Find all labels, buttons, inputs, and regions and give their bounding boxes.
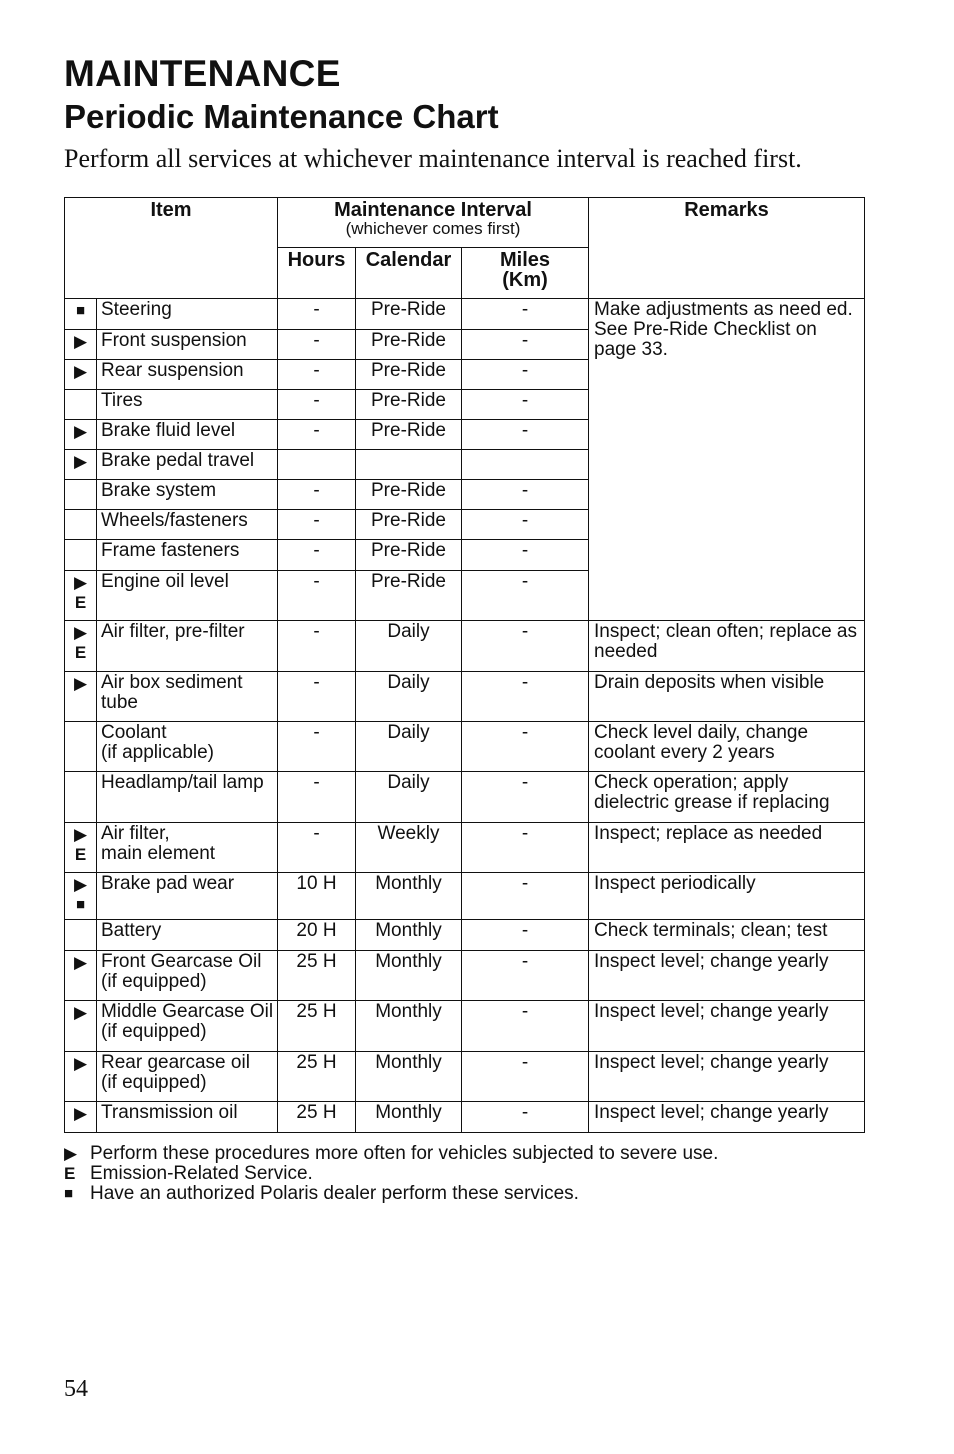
row-symbols bbox=[65, 772, 97, 823]
header-hours: Hours bbox=[278, 248, 356, 299]
chart-title: Periodic Maintenance Chart bbox=[64, 98, 499, 135]
manual-page bbox=[64, 52, 864, 1204]
row-item: Coolant (if applicable) bbox=[97, 722, 278, 772]
row-miles: - bbox=[462, 621, 589, 672]
row-calendar: Daily bbox=[356, 722, 462, 772]
table-row bbox=[65, 621, 865, 672]
row-hours bbox=[278, 450, 356, 480]
row-hours: - bbox=[278, 823, 356, 873]
row-calendar: Monthly bbox=[356, 1001, 462, 1052]
row-remarks: Inspect; clean often; replace as needed bbox=[589, 621, 865, 672]
row-hours: - bbox=[278, 621, 356, 672]
row-item: Tires bbox=[97, 390, 278, 420]
row-item: Brake system bbox=[97, 480, 278, 510]
row-item: Transmission oil bbox=[97, 1102, 278, 1133]
row-miles bbox=[462, 450, 589, 480]
row-calendar: Pre-Ride bbox=[356, 571, 462, 621]
row-hours: - bbox=[278, 672, 356, 722]
row-miles: - bbox=[462, 1102, 589, 1133]
row-symbols bbox=[65, 420, 97, 450]
triangle-icon: ▶ bbox=[73, 422, 88, 441]
legend bbox=[64, 1144, 718, 1204]
header-miles: Miles (Km) bbox=[462, 248, 589, 299]
section-title: MAINTENANCE bbox=[64, 53, 341, 94]
row-symbols bbox=[65, 450, 97, 480]
row-symbols bbox=[65, 823, 97, 873]
row-item: Front Gearcase Oil (if equipped) bbox=[97, 951, 278, 1001]
row-hours: - bbox=[278, 420, 356, 450]
row-remarks: Inspect level; change yearly bbox=[589, 951, 865, 1001]
row-item: Brake pedal travel bbox=[97, 450, 278, 480]
row-remarks: Inspect periodically bbox=[589, 873, 865, 920]
row-calendar: Pre-Ride bbox=[356, 299, 462, 330]
row-symbols bbox=[65, 920, 97, 951]
row-miles: - bbox=[462, 722, 589, 772]
triangle-icon: ▶ bbox=[73, 825, 88, 844]
row-symbols bbox=[65, 873, 97, 920]
header-remarks: Remarks bbox=[589, 198, 865, 299]
row-hours: - bbox=[278, 360, 356, 390]
row-miles: - bbox=[462, 873, 589, 920]
row-remarks: Inspect; replace as needed bbox=[589, 823, 865, 873]
row-remarks: Check terminals; clean; test bbox=[589, 920, 865, 951]
triangle-icon: ▶ bbox=[73, 1003, 88, 1022]
row-item: Air filter, main element bbox=[97, 823, 278, 873]
row-symbols bbox=[65, 330, 97, 360]
row-symbols bbox=[65, 722, 97, 772]
legend-item-severe-use: ▶ Perform these procedures more often for vehicles subjected to severe use. bbox=[64, 1143, 719, 1164]
row-symbols bbox=[65, 540, 97, 571]
row-miles: - bbox=[462, 823, 589, 873]
row-calendar: Monthly bbox=[356, 1102, 462, 1133]
row-miles: - bbox=[462, 390, 589, 420]
row-hours: 25 H bbox=[278, 951, 356, 1001]
row-miles: - bbox=[462, 360, 589, 390]
row-miles: - bbox=[462, 299, 589, 330]
row-item: Middle Gearcase Oil (if equipped) bbox=[97, 1001, 278, 1052]
table-row bbox=[65, 672, 865, 722]
row-miles: - bbox=[462, 672, 589, 722]
row-hours: 25 H bbox=[278, 1052, 356, 1102]
row-item: Air box sediment tube bbox=[97, 672, 278, 722]
emission-icon: E bbox=[74, 593, 87, 612]
triangle-icon: ▶ bbox=[73, 1104, 88, 1123]
triangle-icon: ▶ bbox=[73, 362, 88, 381]
row-remarks: Check level daily, change coolant every 2 years bbox=[589, 722, 865, 772]
row-calendar: Pre-Ride bbox=[356, 390, 462, 420]
row-item: Rear gearcase oil (if equipped) bbox=[97, 1052, 278, 1102]
square-icon: ■ bbox=[64, 1185, 74, 1202]
table-row bbox=[65, 772, 865, 823]
row-hours: - bbox=[278, 722, 356, 772]
triangle-icon: ▶ bbox=[64, 1144, 78, 1163]
preride-remarks: Make adjustments as need ed. See Pre-Ride Checklist on page 33. bbox=[589, 299, 865, 621]
row-miles: - bbox=[462, 571, 589, 621]
row-hours: - bbox=[278, 540, 356, 571]
page-number: 54 bbox=[64, 1376, 88, 1402]
row-calendar: Daily bbox=[356, 772, 462, 823]
row-item: Front suspension bbox=[97, 330, 278, 360]
square-icon: ■ bbox=[75, 302, 86, 319]
row-hours: - bbox=[278, 330, 356, 360]
row-calendar: Pre-Ride bbox=[356, 330, 462, 360]
row-calendar: Pre-Ride bbox=[356, 360, 462, 390]
row-hours: 20 H bbox=[278, 920, 356, 951]
table-row bbox=[65, 1001, 865, 1052]
row-symbols bbox=[65, 951, 97, 1001]
row-hours: 25 H bbox=[278, 1102, 356, 1133]
row-miles: - bbox=[462, 510, 589, 540]
row-miles: - bbox=[462, 420, 589, 450]
row-item: Engine oil level bbox=[97, 571, 278, 621]
triangle-icon: ▶ bbox=[73, 332, 88, 351]
row-miles: - bbox=[462, 480, 589, 510]
table-row bbox=[65, 823, 865, 873]
header-item: Item bbox=[65, 198, 278, 299]
row-miles: - bbox=[462, 1052, 589, 1102]
row-symbols bbox=[65, 1001, 97, 1052]
row-item: Headlamp/tail lamp bbox=[97, 772, 278, 823]
row-symbols bbox=[65, 1052, 97, 1102]
row-miles: - bbox=[462, 951, 589, 1001]
row-calendar: Pre-Ride bbox=[356, 540, 462, 571]
row-symbols bbox=[65, 360, 97, 390]
legend-item-emission: E Emission-Related Service. bbox=[64, 1163, 313, 1184]
table-row bbox=[65, 873, 865, 920]
table-row bbox=[65, 920, 865, 951]
triangle-icon: ▶ bbox=[73, 623, 88, 642]
row-miles: - bbox=[462, 540, 589, 571]
row-item: Wheels/fasteners bbox=[97, 510, 278, 540]
row-symbols bbox=[65, 299, 97, 330]
row-item: Battery bbox=[97, 920, 278, 951]
row-item: Brake fluid level bbox=[97, 420, 278, 450]
triangle-icon: ▶ bbox=[73, 674, 88, 693]
row-item: Steering bbox=[97, 299, 278, 330]
row-miles: - bbox=[462, 920, 589, 951]
row-calendar: Pre-Ride bbox=[356, 510, 462, 540]
row-item: Air filter, pre-filter bbox=[97, 621, 278, 672]
row-symbols bbox=[65, 390, 97, 420]
table-row bbox=[65, 1102, 865, 1133]
square-icon: ■ bbox=[75, 896, 86, 913]
row-remarks: Check operation; apply dielectric grease if replacing bbox=[589, 772, 865, 823]
row-hours: - bbox=[278, 299, 356, 330]
row-calendar: Daily bbox=[356, 621, 462, 672]
row-symbols bbox=[65, 621, 97, 672]
row-calendar: Monthly bbox=[356, 1052, 462, 1102]
header-maintenance-interval: Maintenance Interval (whichever comes first) bbox=[278, 198, 589, 248]
row-remarks: Inspect level; change yearly bbox=[589, 1001, 865, 1052]
row-calendar: Monthly bbox=[356, 920, 462, 951]
emission-icon: E bbox=[74, 643, 87, 662]
row-symbols bbox=[65, 510, 97, 540]
row-remarks: Inspect level; change yearly bbox=[589, 1102, 865, 1133]
row-calendar: Pre-Ride bbox=[356, 480, 462, 510]
table-row bbox=[65, 722, 865, 772]
triangle-icon: ▶ bbox=[73, 573, 88, 592]
row-calendar: Pre-Ride bbox=[356, 420, 462, 450]
maintenance-table bbox=[64, 197, 865, 1133]
row-miles: - bbox=[462, 330, 589, 360]
triangle-icon: ▶ bbox=[73, 875, 88, 894]
table-row bbox=[65, 951, 865, 1001]
row-hours: - bbox=[278, 480, 356, 510]
row-remarks: Drain deposits when visible bbox=[589, 672, 865, 722]
row-hours: 10 H bbox=[278, 873, 356, 920]
legend-item-dealer: ■ Have an authorized Polaris dealer perform these services. bbox=[64, 1183, 579, 1204]
row-calendar: Monthly bbox=[356, 873, 462, 920]
row-item: Frame fasteners bbox=[97, 540, 278, 571]
row-miles: - bbox=[462, 772, 589, 823]
row-calendar: Daily bbox=[356, 672, 462, 722]
triangle-icon: ▶ bbox=[73, 452, 88, 471]
triangle-icon: ▶ bbox=[73, 1054, 88, 1073]
intro-text: Perform all services at whichever maintenance interval is reached first. bbox=[64, 144, 802, 173]
row-symbols bbox=[65, 571, 97, 621]
table-row bbox=[65, 299, 865, 330]
row-calendar bbox=[356, 450, 462, 480]
emission-icon: E bbox=[74, 845, 87, 864]
row-hours: 25 H bbox=[278, 1001, 356, 1052]
row-symbols bbox=[65, 480, 97, 510]
row-hours: - bbox=[278, 390, 356, 420]
triangle-icon: ▶ bbox=[73, 953, 88, 972]
row-item: Brake pad wear bbox=[97, 873, 278, 920]
header-calendar: Calendar bbox=[356, 248, 462, 299]
row-hours: - bbox=[278, 772, 356, 823]
row-calendar: Weekly bbox=[356, 823, 462, 873]
emission-icon: E bbox=[64, 1164, 76, 1183]
row-hours: - bbox=[278, 510, 356, 540]
row-symbols bbox=[65, 672, 97, 722]
row-symbols bbox=[65, 1102, 97, 1133]
table-row bbox=[65, 1052, 865, 1102]
row-miles: - bbox=[462, 1001, 589, 1052]
header-interval-note: (whichever comes first) bbox=[345, 219, 521, 238]
row-hours: - bbox=[278, 571, 356, 621]
row-calendar: Monthly bbox=[356, 951, 462, 1001]
row-remarks: Inspect level; change yearly bbox=[589, 1052, 865, 1102]
row-item: Rear suspension bbox=[97, 360, 278, 390]
